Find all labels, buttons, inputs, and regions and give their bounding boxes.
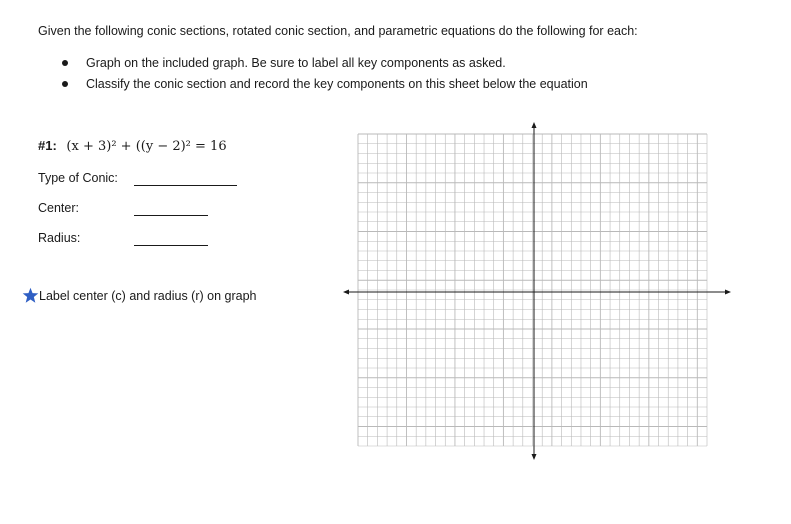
problem-heading [38, 138, 227, 154]
type-of-conic-label: Type of Conic: [38, 171, 118, 185]
instruction-text: Classify the conic section and record the key components on this sheet below the equation [86, 77, 588, 91]
y-axis-up-arrow-icon [532, 122, 537, 128]
star-icon [22, 287, 39, 304]
instruction-text: Graph on the included graph. Be sure to label all key components as asked. [86, 56, 506, 70]
center-label: Center: [38, 201, 79, 215]
coordinate-graph[interactable] [343, 122, 733, 462]
x-axis-left-arrow-icon [343, 290, 349, 295]
instructions-list [60, 55, 588, 97]
instructions-intro: Given the following conic sections, rotated conic section, and parametric equations do the following for each: [38, 24, 638, 38]
problem-equation: (x + 3)² + ((y − 2)² = 16 [66, 139, 227, 154]
bullet-dot-icon [62, 81, 68, 87]
radius-answer-line[interactable] [134, 244, 208, 246]
problem-number: #1: [38, 138, 57, 153]
radius-label: Radius: [38, 231, 81, 245]
bullet-dot-icon [62, 60, 68, 66]
center-answer-line[interactable] [134, 214, 208, 216]
graph-note-text: Label center (c) and radius (r) on graph [39, 288, 257, 303]
instruction-item [60, 55, 588, 76]
x-axis-right-arrow-icon [725, 290, 731, 295]
instruction-item [60, 76, 588, 97]
graph-label-note [22, 287, 256, 304]
y-axis-down-arrow-icon [532, 454, 537, 460]
type-of-conic-answer-line[interactable] [134, 184, 237, 186]
graph-grid [358, 134, 707, 446]
